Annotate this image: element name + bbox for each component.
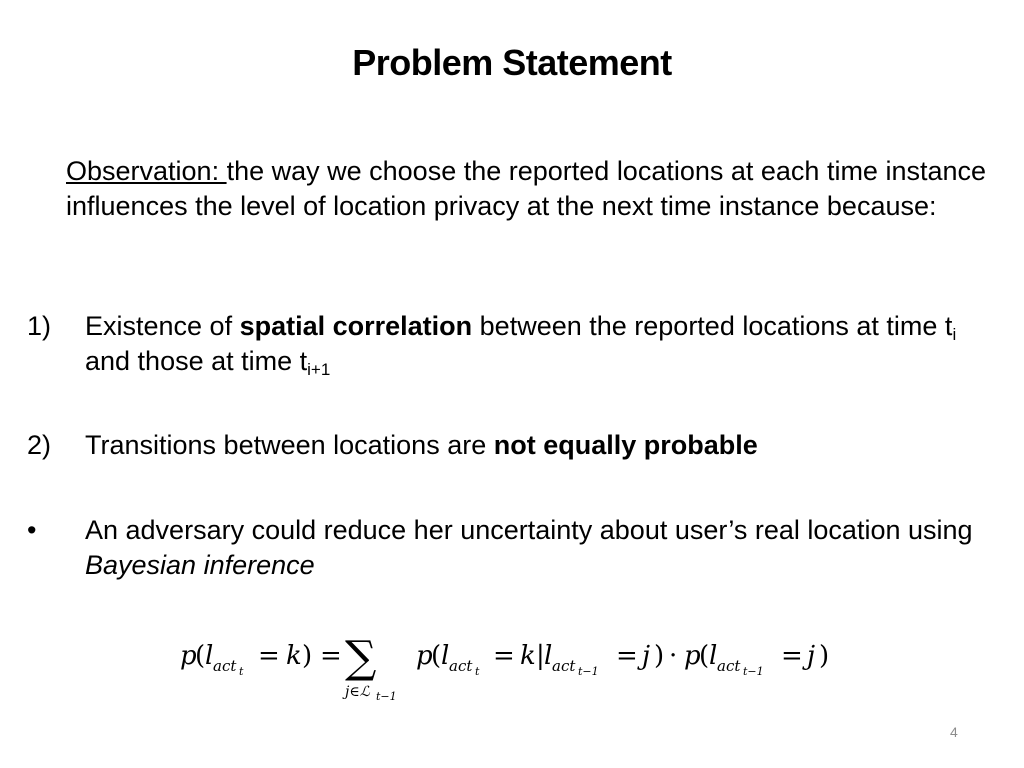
slide-title: Problem Statement <box>352 42 672 83</box>
formula-rparen: ) <box>302 641 313 671</box>
formula-eq: = <box>781 641 803 671</box>
formula-sum-index: j∈ℒ <box>345 684 370 700</box>
formula-j: j <box>642 641 651 671</box>
item-text-middle: between the reported locations at time t <box>472 311 953 341</box>
item-text-prefix: An adversary could reduce her uncertainty about user’s real location using <box>85 515 973 545</box>
formula-p: p <box>180 641 197 671</box>
formula-l: l <box>709 641 718 671</box>
formula-t-minus-1: t−1 <box>578 665 599 678</box>
list-item-text <box>85 428 1007 463</box>
formula-act: act <box>717 657 741 675</box>
bullet-icon: • <box>27 515 37 545</box>
formula-t-minus-1: t−1 <box>743 665 764 678</box>
formula-j: j <box>807 641 816 671</box>
formula-eq: = <box>616 641 638 671</box>
formula-t: t <box>239 665 244 678</box>
formula-k: k <box>286 641 302 671</box>
formula-t: t <box>475 665 480 678</box>
list-item-spatial-correlation <box>27 309 1007 379</box>
formula-act: act <box>552 657 576 675</box>
formula-l: l <box>544 641 553 671</box>
formula-sum-icon: ∑ <box>345 632 377 683</box>
formula-eq: = <box>320 641 342 671</box>
formula-act: act <box>213 657 237 675</box>
formula-sum-subscript: t−1 <box>376 690 397 703</box>
formula-bar: | <box>536 641 545 671</box>
formula-lparen: ( <box>195 641 206 671</box>
list-marker: 1) <box>27 311 52 341</box>
observation-paragraph <box>66 154 1006 224</box>
formula-k: k <box>520 641 536 671</box>
formula-eq: = <box>258 641 280 671</box>
item-text-italic: Bayesian inference <box>85 550 315 580</box>
list-item-text <box>85 309 1007 379</box>
subscript-i: i <box>952 325 957 344</box>
item-text-bold: spatial correlation <box>239 311 473 341</box>
bayesian-formula <box>180 628 880 708</box>
formula-cdot: · <box>669 641 678 671</box>
formula-rparen: ) <box>654 641 665 671</box>
list-item-adversary <box>27 513 1007 583</box>
item-text-bold: not equally probable <box>493 430 758 460</box>
formula-l: l <box>441 641 450 671</box>
formula-eq: = <box>493 641 515 671</box>
list-item-transitions <box>27 428 1007 463</box>
formula-act: act <box>449 657 473 675</box>
page-number: 4 <box>950 724 958 740</box>
list-marker: 2) <box>27 430 52 460</box>
formula-lparen: ( <box>699 641 710 671</box>
formula-lparen: ( <box>431 641 442 671</box>
list-item-text <box>85 513 1007 583</box>
formula-p: p <box>416 641 433 671</box>
formula-l: l <box>205 641 214 671</box>
item-text-prefix: Existence of <box>85 311 240 341</box>
subscript-i-plus-1: i+1 <box>307 360 331 379</box>
formula-p: p <box>684 641 701 671</box>
observation-text: the way we choose the reported locations at each time instance influences the level of location privacy at the next time instance because: <box>66 156 987 221</box>
item-text-prefix: Transitions between locations are <box>85 430 494 460</box>
item-text-middle-2: and those at time t <box>85 346 308 376</box>
formula-rparen: ) <box>819 641 830 671</box>
observation-label: Observation: <box>66 156 227 186</box>
